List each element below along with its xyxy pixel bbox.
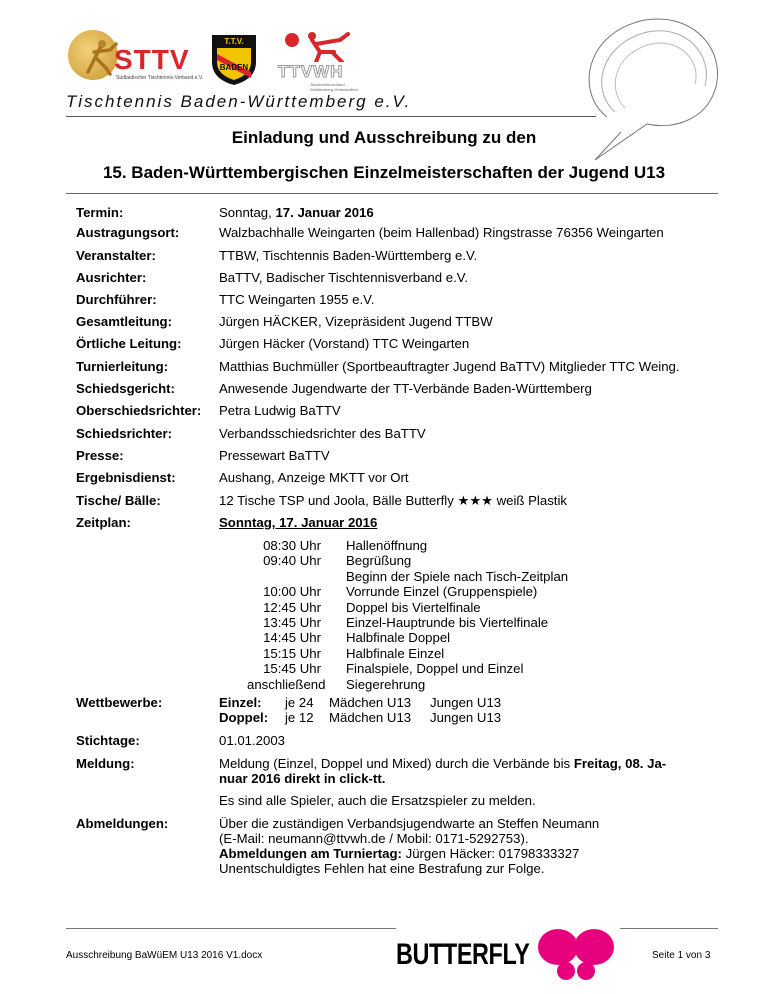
title-line-2: 15. Baden-Württembergischen Einzelmeisterschaften der Jugend U13 (102, 163, 666, 182)
label-ausrichter: Ausrichter: (76, 270, 147, 285)
label-gesamtleitung: Gesamtleitung: (76, 314, 172, 329)
value-zeitplan: Sonntag, 17. Januar 2016 (219, 515, 378, 530)
label-veranstalter: Veranstalter: (76, 248, 156, 263)
value-oberschiedsrichter: Petra Ludwig BaTTV (219, 403, 341, 418)
header-divider (66, 116, 596, 117)
einzel-label: Einzel: (219, 695, 262, 710)
abmeldungen-line-1: Über die zuständigen Verbandsjugendwarte an Steffen Neumann (219, 816, 600, 831)
ttv-baden-crest-icon (209, 32, 259, 86)
value-ergebnisdienst: Aushang, Anzeige MKTT vor Ort (219, 470, 409, 485)
butterfly-logo-icon (536, 925, 616, 983)
footer-divider-left (66, 928, 396, 929)
label-tische-baelle: Tische/ Bälle: (76, 493, 161, 508)
sttv-logo-text: STTV (114, 44, 190, 75)
crest-bottom-text: BADEN (219, 63, 249, 72)
einzel-boys: Jungen U13 (430, 695, 502, 710)
value-durchfuehrer: TTC Weingarten 1955 e.V. (219, 292, 375, 307)
schedule-event: Siegerehrung (346, 676, 426, 692)
schedule-time: anschließend (247, 676, 326, 692)
termin-prefix: Sonntag, (219, 205, 276, 220)
schedule-time: 10:00 Uhr (263, 584, 321, 600)
abmeldungen-turniertag-label: Abmeldungen am Turniertag: (219, 846, 402, 861)
value-austragungsort: Walzbachhalle Weingarten (beim Hallenbad) Ringstrasse 76356 Weingarten (219, 225, 664, 240)
schedule-time: 08:30 Uhr (263, 538, 321, 553)
schedule-time: 12:45 Uhr (263, 599, 321, 615)
title-divider (66, 193, 718, 194)
schedule-event: Vorrunde Einzel (Gruppenspiele) (346, 584, 538, 600)
meldung-line-3: Es sind alle Spieler, auch die Ersatzspieler zu melden. (219, 793, 536, 808)
tische-prefix: 12 Tische TSP und Joola, Bälle Butterfly (219, 493, 458, 508)
page-number: Seite 1 von 3 (652, 950, 711, 961)
value-ausrichter: BaTTV, Badischer Tischtennisverband e.V. (219, 270, 468, 285)
schedule-event: Halbfinale Doppel (346, 630, 451, 646)
meldung-text: Meldung (Einzel, Doppel und Mixed) durch die Verbände bis (219, 756, 574, 771)
value-veranstalter: TTBW, Tischtennis Baden-Württemberg e.V. (219, 248, 478, 263)
label-abmeldungen: Abmeldungen: (76, 816, 169, 831)
schedule-event: Begrüßung (346, 553, 412, 569)
schedule-time: 15:45 Uhr (263, 661, 321, 677)
schedule-time: 14:45 Uhr (263, 630, 321, 646)
schedule-time: 15:15 Uhr (263, 645, 321, 661)
label-presse: Presse: (76, 448, 124, 463)
footer-filename: Ausschreibung BaWüEM U13 2016 V1.docx (66, 950, 263, 961)
abmeldungen-contact: Jürgen Häcker: 01798333327 (401, 846, 580, 861)
label-oertliche-leitung: Örtliche Leitung: (76, 336, 182, 351)
value-schiedsrichter: Verbandsschiedsrichter des BaTTV (219, 426, 426, 441)
value-tische-baelle (219, 493, 567, 509)
label-stichtage: Stichtage: (76, 733, 140, 748)
schedule-time: 13:45 Uhr (263, 615, 321, 630)
value-stichtage: 01.01.2003 (219, 733, 286, 748)
meldung-line-1 (219, 756, 666, 771)
schedule-event: Doppel bis Viertelfinale (346, 599, 481, 615)
label-durchfuehrer: Durchführer: (76, 292, 157, 307)
sttv-logo (68, 30, 204, 82)
title-line-1: Einladung und Ausschreibung zu den (231, 128, 537, 147)
label-austragungsort: Austragungsort: (76, 225, 180, 240)
doppel-girls: Mädchen U13 (329, 710, 412, 725)
schedule-time: 09:40 Uhr (263, 553, 321, 569)
schedule-event: Halbfinale Einzel (346, 645, 445, 661)
ttvwh-logo-subtitle: Tischtennisverband Württemberg-Hohenzollern (310, 82, 359, 92)
ttvwh-logo (278, 30, 368, 92)
value-gesamtleitung: Jürgen HÄCKER, Vizepräsident Jugend TTBW (219, 314, 493, 329)
abmeldungen-line-3 (219, 846, 579, 861)
schedule-event: Finalspiele, Doppel und Einzel (346, 661, 524, 677)
value-turnierleitung: Matthias Buchmüller (Sportbeauftragter Jugend BaTTV) Mitglieder TTC Weing. (219, 359, 680, 374)
meldung-line-2: nuar 2016 direkt in click-tt. (219, 771, 386, 786)
label-zeitplan: Zeitplan: (76, 515, 131, 530)
label-meldung: Meldung: (76, 756, 135, 771)
three-star-icon: ★★★ (457, 493, 493, 508)
abmeldungen-line-2: (E-Mail: neumann@ttvwh.de / Mobil: 0171-5292753). (219, 831, 529, 846)
termin-date: 17. Januar 2016 (275, 205, 374, 220)
doppel-boys: Jungen U13 (430, 710, 502, 725)
doppel-count: je 12 (285, 710, 314, 725)
schedule-event: Einzel-Hauptrunde bis Viertelfinale (346, 615, 549, 630)
player-silhouette-icon (282, 30, 352, 62)
organization-name: Tischtennis Baden-Württemberg e.V. (66, 92, 412, 111)
label-termin: Termin: (76, 205, 124, 220)
ttvwh-logo-text: TTVWH (278, 62, 344, 81)
value-termin (219, 205, 374, 220)
label-turnierleitung: Turnierleitung: (76, 359, 169, 374)
value-schiedsgericht: Anwesende Jugendwarte der TT-Verbände Baden-Württemberg (219, 381, 592, 396)
butterfly-brand-text: BUTTERFLY (396, 938, 530, 971)
footer-divider-right (620, 928, 718, 929)
sttv-logo-subtitle: Südbadischer Tischtennis-Verband e.V. (116, 75, 204, 81)
label-wettbewerbe: Wettbewerbe: (76, 695, 163, 710)
meldung-deadline: Freitag, 08. Ja- (573, 756, 667, 771)
abmeldungen-line-4: Unentschuldigtes Fehlen hat eine Bestrafung zur Folge. (219, 861, 545, 876)
value-oertliche-leitung: Jürgen Häcker (Vorstand) TTC Weingarten (219, 336, 470, 351)
schedule-event: Hallenöffnung (346, 538, 428, 553)
label-ergebnisdienst: Ergebnisdienst: (76, 470, 176, 485)
schedule-event: Beginn der Spiele nach Tisch-Zeitplan (346, 568, 569, 584)
label-schiedsgericht: Schiedsgericht: (76, 381, 175, 396)
einzel-girls: Mädchen U13 (329, 695, 412, 710)
label-schiedsrichter: Schiedsrichter: (76, 426, 173, 441)
doppel-label: Doppel: (219, 710, 269, 725)
tische-suffix: weiß Plastik (492, 493, 567, 508)
einzel-count: je 24 (285, 695, 314, 710)
value-presse: Pressewart BaTTV (219, 448, 330, 463)
crest-top-text: T.T.V. (224, 37, 244, 46)
label-oberschiedsrichter: Oberschiedsrichter: (76, 403, 202, 418)
